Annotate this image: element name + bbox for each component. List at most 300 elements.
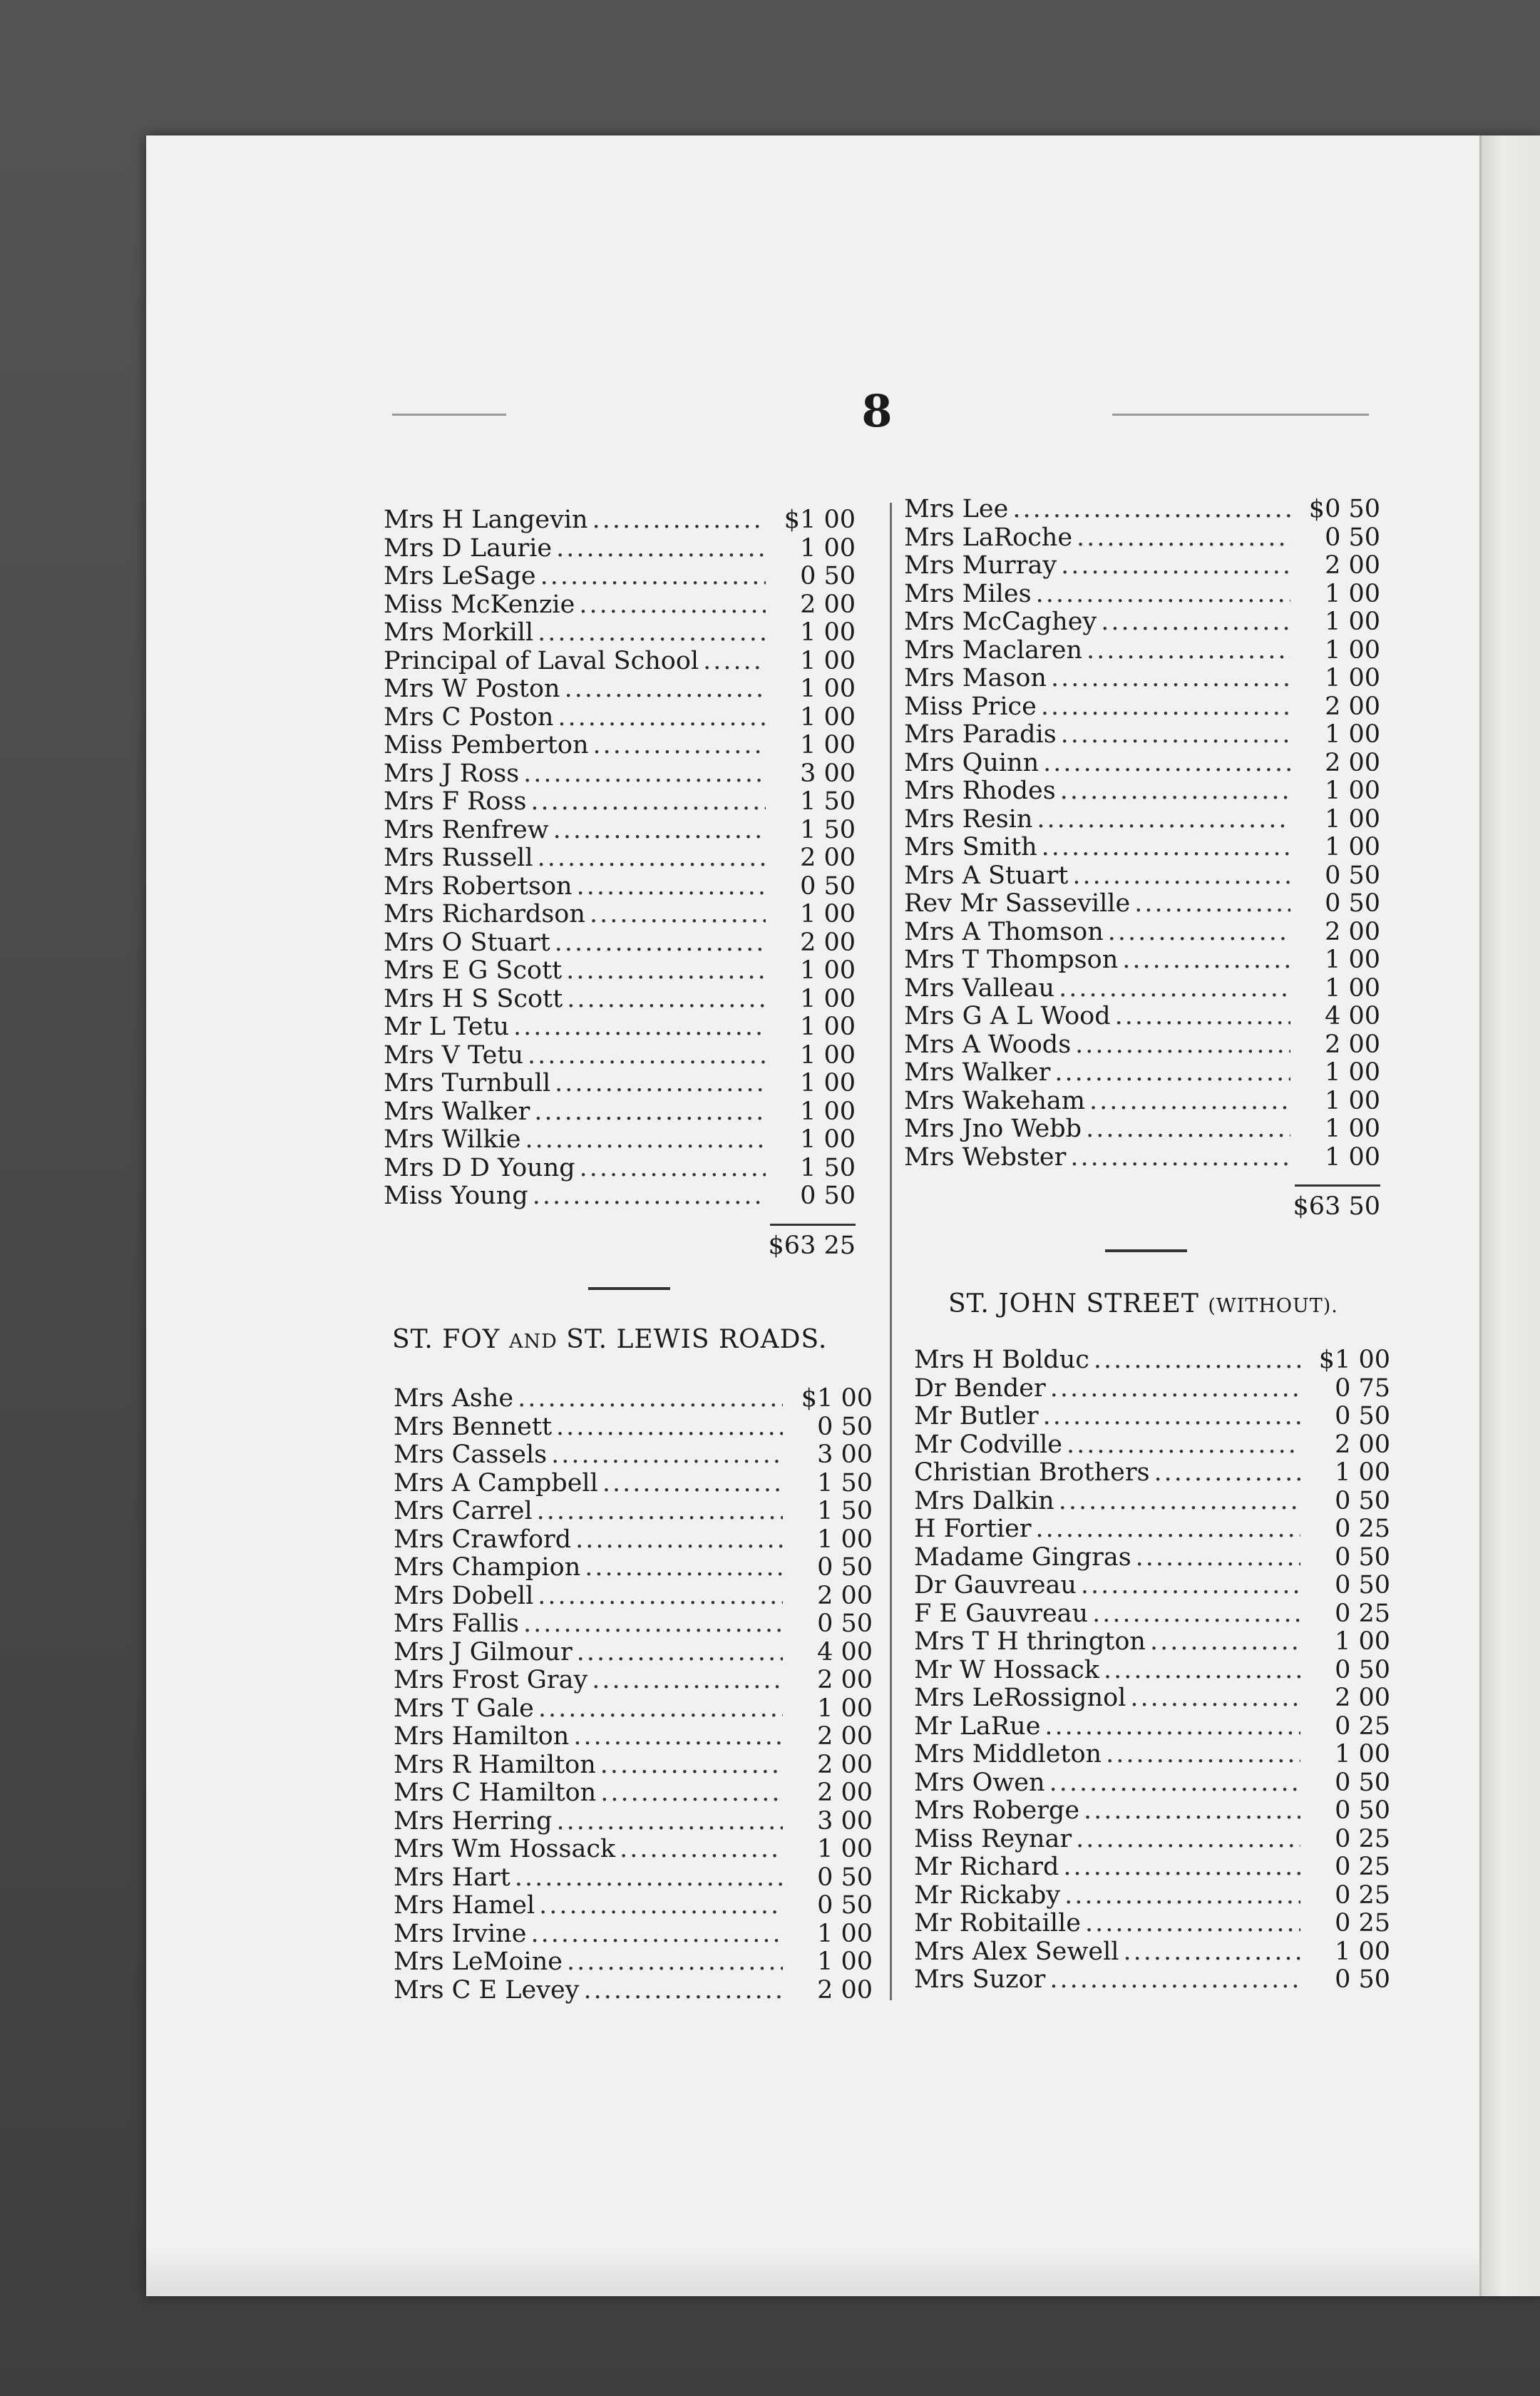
leader-dots <box>1136 1544 1300 1572</box>
subscriber-row <box>384 760 856 789</box>
subscription-amount: 1 00 <box>1325 777 1380 805</box>
subscriber-name: Mrs Dobell <box>394 1582 534 1610</box>
subscriber-row <box>904 637 1380 665</box>
subscription-amount: 1 00 <box>1325 665 1380 692</box>
subscriber-row <box>904 1087 1380 1116</box>
subscriber-row <box>904 806 1380 834</box>
subscriber-name: Mrs F Ross <box>384 788 527 816</box>
subscriber-row <box>914 1431 1390 1460</box>
leader-dots <box>600 1779 783 1808</box>
subscriber-name: Mrs Maclaren <box>904 636 1083 665</box>
leader-dots <box>1094 1346 1300 1375</box>
subscriber-row <box>394 1470 873 1498</box>
subscription-amount: 0 50 <box>1335 1543 1390 1572</box>
subscriber-row <box>914 1600 1390 1629</box>
subscription-amount: 1 00 <box>1335 1628 1390 1656</box>
subscriber-name: Mrs McCaghey <box>904 608 1097 636</box>
subscription-amount: 1 00 <box>1325 636 1380 665</box>
subscriber-row <box>394 1695 873 1724</box>
section-title-paren: (WITHOUT). <box>1208 1295 1338 1317</box>
subscription-amount: 0 50 <box>1335 1797 1390 1825</box>
subscription-amount: 1 00 <box>1325 608 1380 636</box>
subscriber-row <box>914 1375 1390 1403</box>
subscription-amount: 0 50 <box>817 1413 873 1441</box>
leader-dots <box>1134 890 1290 918</box>
subscriber-list-left-upper <box>384 506 856 1261</box>
subscriber-row <box>384 957 856 985</box>
subscription-amount: 0 25 <box>1335 1825 1390 1853</box>
subscriber-name: Mrs Wm Hossack <box>394 1836 616 1863</box>
leader-dots <box>1049 1769 1300 1798</box>
subscriber-name: Mrs T Thompson <box>904 946 1119 974</box>
leader-dots <box>1054 1059 1290 1087</box>
header-rule-left <box>392 414 506 416</box>
subscriber-name: Mrs Jno Webb <box>904 1115 1082 1143</box>
subscriber-name: Mrs Owen <box>914 1768 1045 1797</box>
subscriber-name: Mrs T H thrington <box>914 1628 1146 1656</box>
section-title-main: ST. FOY <box>392 1325 500 1354</box>
subscriber-row <box>384 1013 856 1042</box>
subscriber-row <box>394 1554 873 1582</box>
subscriber-row <box>914 1403 1390 1431</box>
leader-dots <box>1104 1657 1300 1685</box>
leader-dots <box>538 1695 783 1724</box>
subscriber-name: Mrs O Stuart <box>384 928 550 957</box>
leader-dots <box>1130 1684 1300 1713</box>
subscriber-row <box>394 1526 873 1555</box>
subscription-amount: 1 00 <box>1325 974 1380 1003</box>
subscription-amount: 0 25 <box>1335 1712 1390 1741</box>
subscriber-row <box>914 1769 1390 1798</box>
subscriber-name: Dr Bender <box>914 1374 1046 1403</box>
subscriber-row <box>914 1515 1390 1544</box>
subscriber-name: Mrs A Stuart <box>904 861 1069 890</box>
subscriber-name: Mrs LeMoine <box>394 1948 563 1976</box>
subscriber-name: Mrs Paradis <box>904 721 1057 749</box>
subscription-amount: 1 00 <box>1335 1459 1390 1487</box>
subscriber-name: Rev Mr Sasseville <box>904 890 1131 918</box>
subscriber-row <box>914 1826 1390 1854</box>
subscription-amount: $0 50 <box>1308 496 1380 523</box>
subscriber-name: Mrs Renfrew <box>384 816 549 844</box>
leader-dots <box>1059 1488 1300 1516</box>
subscriber-row <box>914 1346 1390 1375</box>
subscriber-name: Mrs R Hamilton <box>394 1751 596 1779</box>
subscription-amount: 2 00 <box>1325 1030 1380 1059</box>
subscriber-name: Mrs Richardson <box>384 901 585 928</box>
leader-dots <box>1081 1572 1300 1600</box>
subscriber-row <box>384 788 856 816</box>
leader-dots <box>1154 1459 1300 1488</box>
subscription-amount: 0 50 <box>1335 1656 1390 1684</box>
subscriber-name: Mrs Hart <box>394 1863 510 1892</box>
subscriber-name: Mrs Wilkie <box>384 1126 521 1154</box>
subscriber-name: Mrs Roberge <box>914 1797 1080 1825</box>
subscriber-row <box>384 535 856 563</box>
subscription-amount: 0 50 <box>1335 1966 1390 1994</box>
subscriber-name: Mr LaRue <box>914 1712 1041 1741</box>
subscriber-row <box>394 1413 873 1442</box>
subscriber-row <box>904 918 1380 947</box>
subscriber-row <box>914 1938 1390 1967</box>
subscriber-row <box>394 1441 873 1470</box>
subscriber-name: Mrs A Thomson <box>904 918 1104 946</box>
leader-dots <box>515 1864 783 1893</box>
subscriber-row <box>384 1042 856 1070</box>
subscription-amount: 1 00 <box>800 901 856 928</box>
page-number: 8 <box>861 385 893 437</box>
subscription-amount: 0 25 <box>1335 1853 1390 1881</box>
list-total: $63 25 <box>768 1231 856 1260</box>
adjacent-page-edge <box>1479 135 1540 2296</box>
subscriber-name: Mrs G A L Wood <box>904 1003 1111 1030</box>
total-rule <box>1295 1184 1380 1187</box>
leader-dots <box>556 535 766 563</box>
subscriber-list-st-john <box>914 1346 1390 1995</box>
leader-dots <box>1086 1115 1290 1144</box>
subscriber-row <box>394 1977 873 2005</box>
leader-dots <box>1150 1628 1300 1657</box>
subscriber-name: Mrs Cassels <box>394 1441 548 1469</box>
subscription-amount: 0 50 <box>1335 1403 1390 1430</box>
subscription-amount: 0 50 <box>1325 890 1380 918</box>
subscriber-row <box>904 524 1380 553</box>
subscriber-name: Mrs H Bolduc <box>914 1346 1089 1374</box>
subscriber-name: Mrs Suzor <box>914 1966 1046 1994</box>
leader-dots <box>1072 862 1290 891</box>
leader-dots <box>557 1808 784 1836</box>
section-title-st-foy <box>392 1325 827 1354</box>
subscription-amount: 1 00 <box>817 1694 873 1723</box>
subscriber-row <box>394 1836 873 1864</box>
subscriber-name: Mr W Hossack <box>914 1656 1099 1684</box>
subscriber-row <box>904 834 1380 862</box>
subscriber-name: Mrs A Campbell <box>394 1469 598 1498</box>
subscription-amount: 4 00 <box>1325 1003 1380 1030</box>
leader-dots <box>577 873 766 901</box>
subscription-amount: 0 25 <box>1335 1881 1390 1910</box>
subscription-amount: 1 00 <box>800 619 856 647</box>
subscriber-row <box>384 563 856 591</box>
subscriber-row <box>384 704 856 732</box>
leader-dots <box>1049 1966 1300 1995</box>
subscriber-row <box>394 1667 873 1695</box>
leader-dots <box>1092 1600 1300 1629</box>
leader-dots <box>533 1182 766 1211</box>
subscription-amount: 2 00 <box>800 590 856 619</box>
subscriber-name: Mrs A Woods <box>904 1030 1072 1059</box>
leader-dots <box>573 1723 783 1751</box>
subscription-amount: 2 00 <box>817 1667 873 1694</box>
subscription-amount: 1 00 <box>800 1041 856 1070</box>
leader-dots <box>1043 749 1290 778</box>
leader-dots <box>518 1385 783 1413</box>
subscription-amount: 1 00 <box>1325 1059 1380 1087</box>
subscription-amount: 0 50 <box>1335 1768 1390 1797</box>
subscriber-name: Mrs Rhodes <box>904 777 1056 805</box>
subscriber-row <box>914 1853 1390 1882</box>
leader-dots <box>523 760 766 789</box>
subscription-amount: 1 00 <box>800 957 856 985</box>
subscriber-name: Principal of Laval School <box>384 647 699 675</box>
subscriber-list-st-foy <box>394 1385 873 2005</box>
subscriber-row <box>904 749 1380 778</box>
subscriber-name: Mr Richard <box>914 1853 1059 1881</box>
subscriber-name: Mrs Resin <box>904 805 1033 834</box>
subscription-amount: 1 00 <box>1325 580 1380 608</box>
subscriber-name: Mrs Quinn <box>904 749 1040 777</box>
leader-dots <box>1108 918 1290 947</box>
header-rule-right <box>1112 414 1369 416</box>
subscriber-name: Mrs Herring <box>394 1807 553 1836</box>
subscriber-row <box>914 1713 1390 1741</box>
subscriber-name: Dr Gauvreau <box>914 1572 1077 1599</box>
subscription-amount: 0 50 <box>1325 861 1380 890</box>
subscription-amount: 2 00 <box>800 844 856 872</box>
subscription-amount: 2 00 <box>817 1751 873 1779</box>
leader-dots <box>523 1610 783 1639</box>
subscriber-row <box>904 946 1380 975</box>
subscriber-name: Miss Price <box>904 692 1037 721</box>
subscription-amount: 0 25 <box>1335 1910 1390 1937</box>
leader-dots <box>1063 1853 1300 1882</box>
subscriber-name: Mrs W Poston <box>384 675 560 703</box>
subscriber-name: Mrs Mason <box>904 665 1047 692</box>
leader-dots <box>1050 1375 1300 1403</box>
leader-dots <box>539 1892 783 1920</box>
subscriber-name: Mrs Ashe <box>394 1385 514 1413</box>
subscriber-name: Mrs Walker <box>904 1059 1051 1087</box>
subscription-amount: 1 50 <box>817 1469 873 1498</box>
subscription-amount: 1 00 <box>800 985 856 1013</box>
leader-dots <box>1061 721 1290 749</box>
leader-dots <box>575 1526 783 1555</box>
subscriber-row <box>904 552 1380 580</box>
leader-dots <box>551 1441 783 1470</box>
subscriber-name: Mrs Walker <box>384 1097 530 1126</box>
leader-dots <box>1084 1797 1300 1826</box>
subscriber-name: Mrs Crawford <box>394 1525 572 1554</box>
leader-dots <box>585 1554 783 1582</box>
section-separator <box>588 1287 670 1290</box>
subscriber-row <box>904 1059 1380 1087</box>
subscription-amount: 0 50 <box>817 1892 873 1920</box>
subscriber-row <box>384 844 856 873</box>
subscription-amount: 4 00 <box>817 1638 873 1667</box>
subscriber-name: H Fortier <box>914 1515 1032 1543</box>
leader-dots <box>1044 1713 1300 1741</box>
subscription-amount: 2 00 <box>817 1779 873 1807</box>
subscriber-name: Mrs Frost Gray <box>394 1667 588 1694</box>
subscriber-row <box>384 1070 856 1098</box>
subscriber-row <box>384 901 856 929</box>
subscriber-row <box>904 777 1380 806</box>
subscription-amount: 2 00 <box>1325 552 1380 580</box>
subscriber-row <box>384 1155 856 1183</box>
subscriber-name: Mr L Tetu <box>384 1013 510 1041</box>
subscriber-name: Mrs Fallis <box>394 1610 519 1638</box>
subscriber-name: Mrs Smith <box>904 834 1037 861</box>
subscription-amount: 0 50 <box>817 1554 873 1582</box>
subscription-amount: 0 50 <box>1335 1487 1390 1515</box>
subscriber-name: Mrs Valleau <box>904 974 1055 1003</box>
subscription-amount: $1 00 <box>801 1385 873 1413</box>
subscription-amount: 1 00 <box>1325 1143 1380 1172</box>
subscriber-name: Mrs C Poston <box>384 703 554 732</box>
subscriber-row <box>384 647 856 676</box>
section-title-st-john <box>948 1289 1338 1319</box>
subscription-amount: 1 00 <box>800 1097 856 1126</box>
leader-dots <box>600 1751 783 1780</box>
subscriber-row <box>384 675 856 704</box>
subscription-amount: 3 00 <box>817 1441 873 1469</box>
subscriber-row <box>904 1031 1380 1060</box>
subscriber-name: Miss Pemberton <box>384 732 589 759</box>
leader-dots <box>577 1639 783 1667</box>
subscriber-name: Mrs Hamilton <box>394 1723 570 1751</box>
subscription-amount: 0 50 <box>817 1863 873 1892</box>
subscriber-row <box>904 975 1380 1003</box>
subscriber-row <box>394 1385 873 1413</box>
subscriber-name: Madame Gingras <box>914 1543 1131 1572</box>
subscriber-name: Mrs Russell <box>384 844 533 872</box>
subscription-amount: 0 50 <box>800 1182 856 1210</box>
subscriber-row <box>914 1628 1390 1657</box>
leader-dots <box>565 675 766 704</box>
subscriber-row <box>394 1639 873 1667</box>
section-separator <box>1105 1249 1187 1252</box>
leader-dots <box>1123 1938 1300 1967</box>
subscriber-name: Mrs Robertson <box>384 872 573 901</box>
page-shadow <box>146 2246 1479 2296</box>
subscriber-row <box>904 890 1380 918</box>
subscriber-name: Mrs Middleton <box>914 1741 1102 1768</box>
leader-dots <box>592 1667 783 1695</box>
subscriber-row <box>384 591 856 620</box>
subscriber-row <box>904 608 1380 637</box>
subscriber-row <box>904 693 1380 722</box>
leader-dots <box>579 591 766 620</box>
subscriber-name: Mrs J Gilmour <box>394 1638 573 1667</box>
leader-dots <box>1036 1515 1300 1544</box>
subscription-amount: 1 50 <box>817 1498 873 1525</box>
subscriber-name: Mrs D D Young <box>384 1154 575 1182</box>
subscription-amount: 2 00 <box>800 928 856 957</box>
subscription-amount: 2 00 <box>1335 1684 1390 1712</box>
leader-dots <box>540 563 766 591</box>
subscriber-name: Mrs Bennett <box>394 1413 553 1441</box>
subscription-amount: 2 00 <box>817 1723 873 1751</box>
subscriber-name: Mrs V Tetu <box>384 1041 524 1070</box>
subscriber-row <box>914 1882 1390 1910</box>
leader-dots <box>1070 1144 1290 1172</box>
subscriber-row <box>384 732 856 760</box>
subscriber-name: Miss Reynar <box>914 1825 1072 1853</box>
leader-dots <box>1115 1003 1290 1031</box>
subscriber-name: Christian Brothers <box>914 1459 1150 1487</box>
subscription-amount: 1 00 <box>817 1836 873 1863</box>
leader-dots <box>1077 524 1290 553</box>
subscriber-row <box>394 1808 873 1836</box>
leader-dots <box>703 647 766 676</box>
subscriber-name: Mrs E G Scott <box>384 957 563 985</box>
leader-dots <box>567 985 766 1014</box>
subscription-amount: 1 00 <box>1325 1115 1380 1143</box>
subscriber-row <box>394 1948 873 1977</box>
subscriber-name: Mrs C Hamilton <box>394 1779 597 1807</box>
subscription-amount: 2 00 <box>1325 918 1380 946</box>
leader-dots <box>1085 1910 1300 1938</box>
subscription-amount: 1 00 <box>1335 1741 1390 1768</box>
leader-dots <box>556 1413 783 1442</box>
subscription-amount: 0 75 <box>1335 1374 1390 1403</box>
leader-dots <box>620 1836 783 1864</box>
subscription-amount: 1 00 <box>1335 1937 1390 1966</box>
subscription-amount: 0 25 <box>1335 1599 1390 1628</box>
subscriber-row <box>394 1779 873 1808</box>
subscriber-row <box>394 1920 873 1949</box>
subscription-amount: 0 25 <box>1335 1515 1390 1543</box>
subscriber-name: Mrs H Langevin <box>384 506 588 534</box>
subscriber-name: Mr Codville <box>914 1430 1063 1459</box>
subscriber-row <box>394 1723 873 1751</box>
leader-dots <box>1036 580 1290 609</box>
subscription-amount: 2 00 <box>817 1582 873 1610</box>
subscription-amount: 1 50 <box>800 1154 856 1182</box>
subscriber-name: Miss McKenzie <box>384 590 575 619</box>
subscription-amount: $1 00 <box>1318 1346 1390 1374</box>
section-title-rest: ST. LEWIS ROADS. <box>566 1325 828 1354</box>
subscriber-row <box>904 580 1380 609</box>
subscription-amount: 1 00 <box>800 732 856 759</box>
subscriber-row <box>914 1657 1390 1685</box>
leader-dots <box>566 957 766 985</box>
subscription-amount: 1 00 <box>800 534 856 563</box>
subscriber-row <box>904 665 1380 693</box>
leader-dots <box>1061 552 1290 580</box>
subscriber-row <box>914 1797 1390 1826</box>
subscriber-row <box>394 1582 873 1611</box>
subscription-amount: 1 00 <box>1325 1087 1380 1115</box>
subscription-amount: 1 00 <box>1325 946 1380 974</box>
leader-dots <box>537 1498 783 1526</box>
subscriber-name: Mrs Turnbull <box>384 1070 551 1097</box>
subscriber-name: Mrs H S Scott <box>384 985 563 1013</box>
subscription-amount: 1 00 <box>1325 805 1380 834</box>
leader-dots <box>1059 975 1290 1003</box>
subscriber-row <box>384 985 856 1014</box>
leader-dots <box>590 901 766 929</box>
subscription-amount: 1 00 <box>800 1126 856 1154</box>
subscription-amount: 2 00 <box>1325 692 1380 721</box>
subscriber-row <box>914 1488 1390 1516</box>
subscriber-row <box>914 1966 1390 1995</box>
subscriber-name: Mrs C E Levey <box>394 1976 580 2005</box>
leader-dots <box>528 1042 766 1070</box>
subscriber-name: Mrs D Laurie <box>384 534 553 563</box>
leader-dots <box>1043 1403 1300 1431</box>
subscriber-row <box>384 1126 856 1155</box>
subscriber-row <box>384 506 856 535</box>
subscriber-row <box>394 1610 873 1639</box>
subscriber-row <box>394 1498 873 1526</box>
leader-dots <box>558 704 766 732</box>
subscriber-row <box>904 862 1380 891</box>
subscriber-name: Mrs Webster <box>904 1143 1067 1172</box>
subscriber-row <box>914 1544 1390 1572</box>
leader-dots <box>1089 1087 1290 1116</box>
subscriber-row <box>384 619 856 647</box>
